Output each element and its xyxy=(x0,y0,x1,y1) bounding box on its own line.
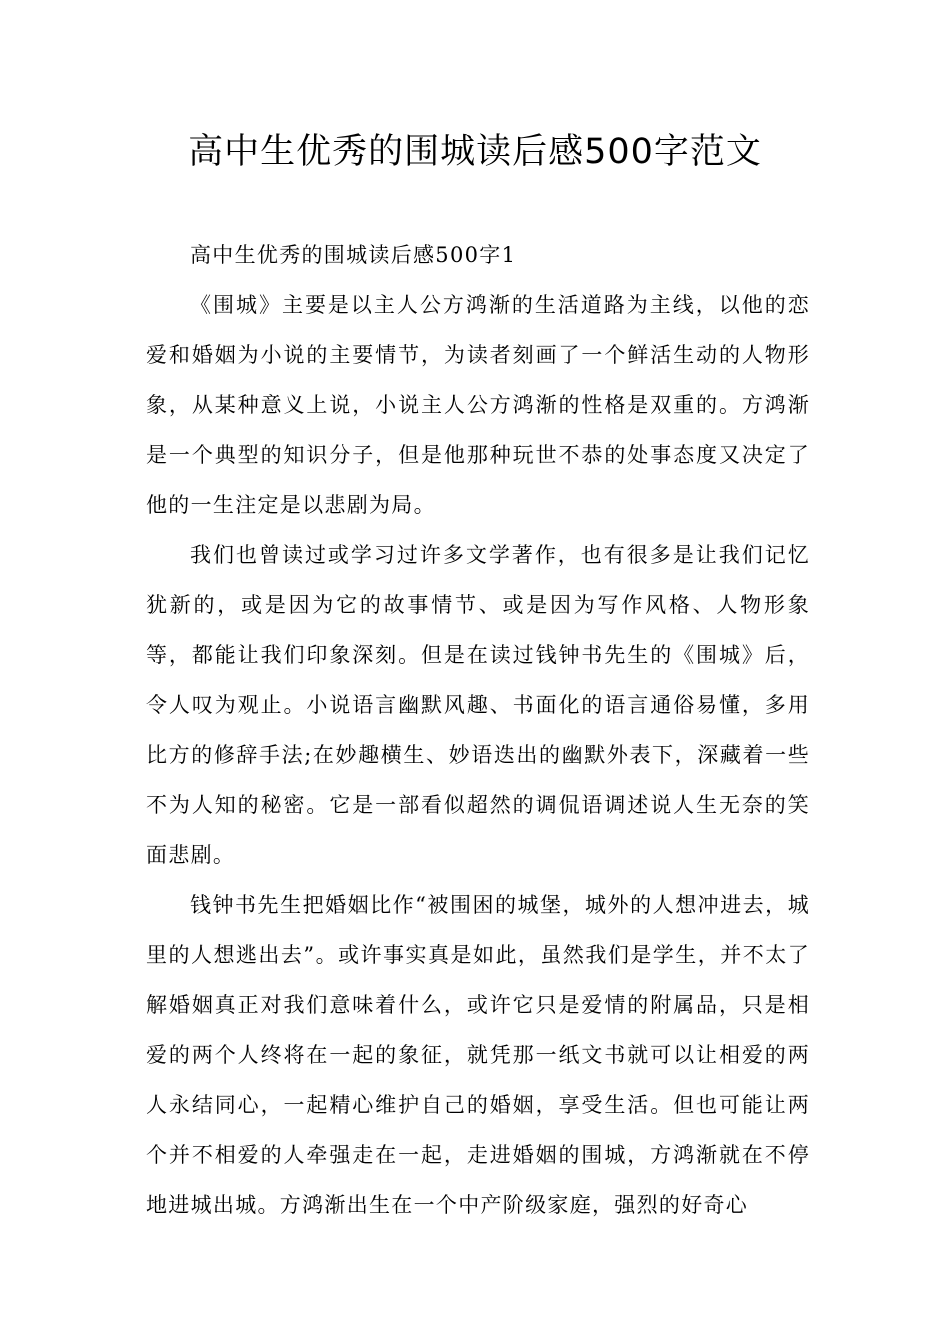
document-title: 高中生优秀的围城读后感500字范文 xyxy=(188,132,762,172)
paragraph-3: 钱钟书先生把婚姻比作“被围困的城堡，城外的人想冲进去，城里的人想逃出去”。或许事实真是如此，虽然我们是学生，并不太了解婚姻真正对我们意味着什么，或许它只是爱情的附属品，只是相爱的两个人终将在一起的象征，就凭那一纸文书就可以让相爱的两人永结同心，一起精心维护自己的婚姻，享受生活。但也可能让两个并不相爱的人牵强走在一起，走进婚姻的围城，方鸿渐就在不停地进城出城。方鸿渐出生在一个中产阶级家庭，强烈的好奇心 xyxy=(146,893,810,1217)
section-heading: 高中生优秀的围城读后感500字1 xyxy=(190,243,517,267)
document-body xyxy=(146,230,810,1230)
paragraph-1: 《围城》主要是以主人公方鸿渐的生活道路为主线，以他的恋爱和婚姻为小说的主要情节，为读者刻画了一个鲜活生动的人物形象，从某种意义上说，小说主人公方鸿渐的性格是双重的。方鸿渐是一个典型的知识分子，但是他那种玩世不恭的处事态度又决定了他的一生注定是以悲剧为局。 xyxy=(146,293,810,517)
paragraph-2: 我们也曾读过或学习过许多文学著作，也有很多是让我们记忆犹新的，或是因为它的故事情节、或是因为写作风格、人物形象等，都能让我们印象深刻。但是在读过钱钟书先生的《围城》后，令人叹为观止。小说语言幽默风趣、书面化的语言通俗易懂，多用比方的修辞手法;在妙趣横生、妙语迭出的幽默外表下，深藏着一些不为人知的秘密。它是一部看似超然的调侃语调述说人生无奈的笑面悲剧。 xyxy=(146,543,810,867)
